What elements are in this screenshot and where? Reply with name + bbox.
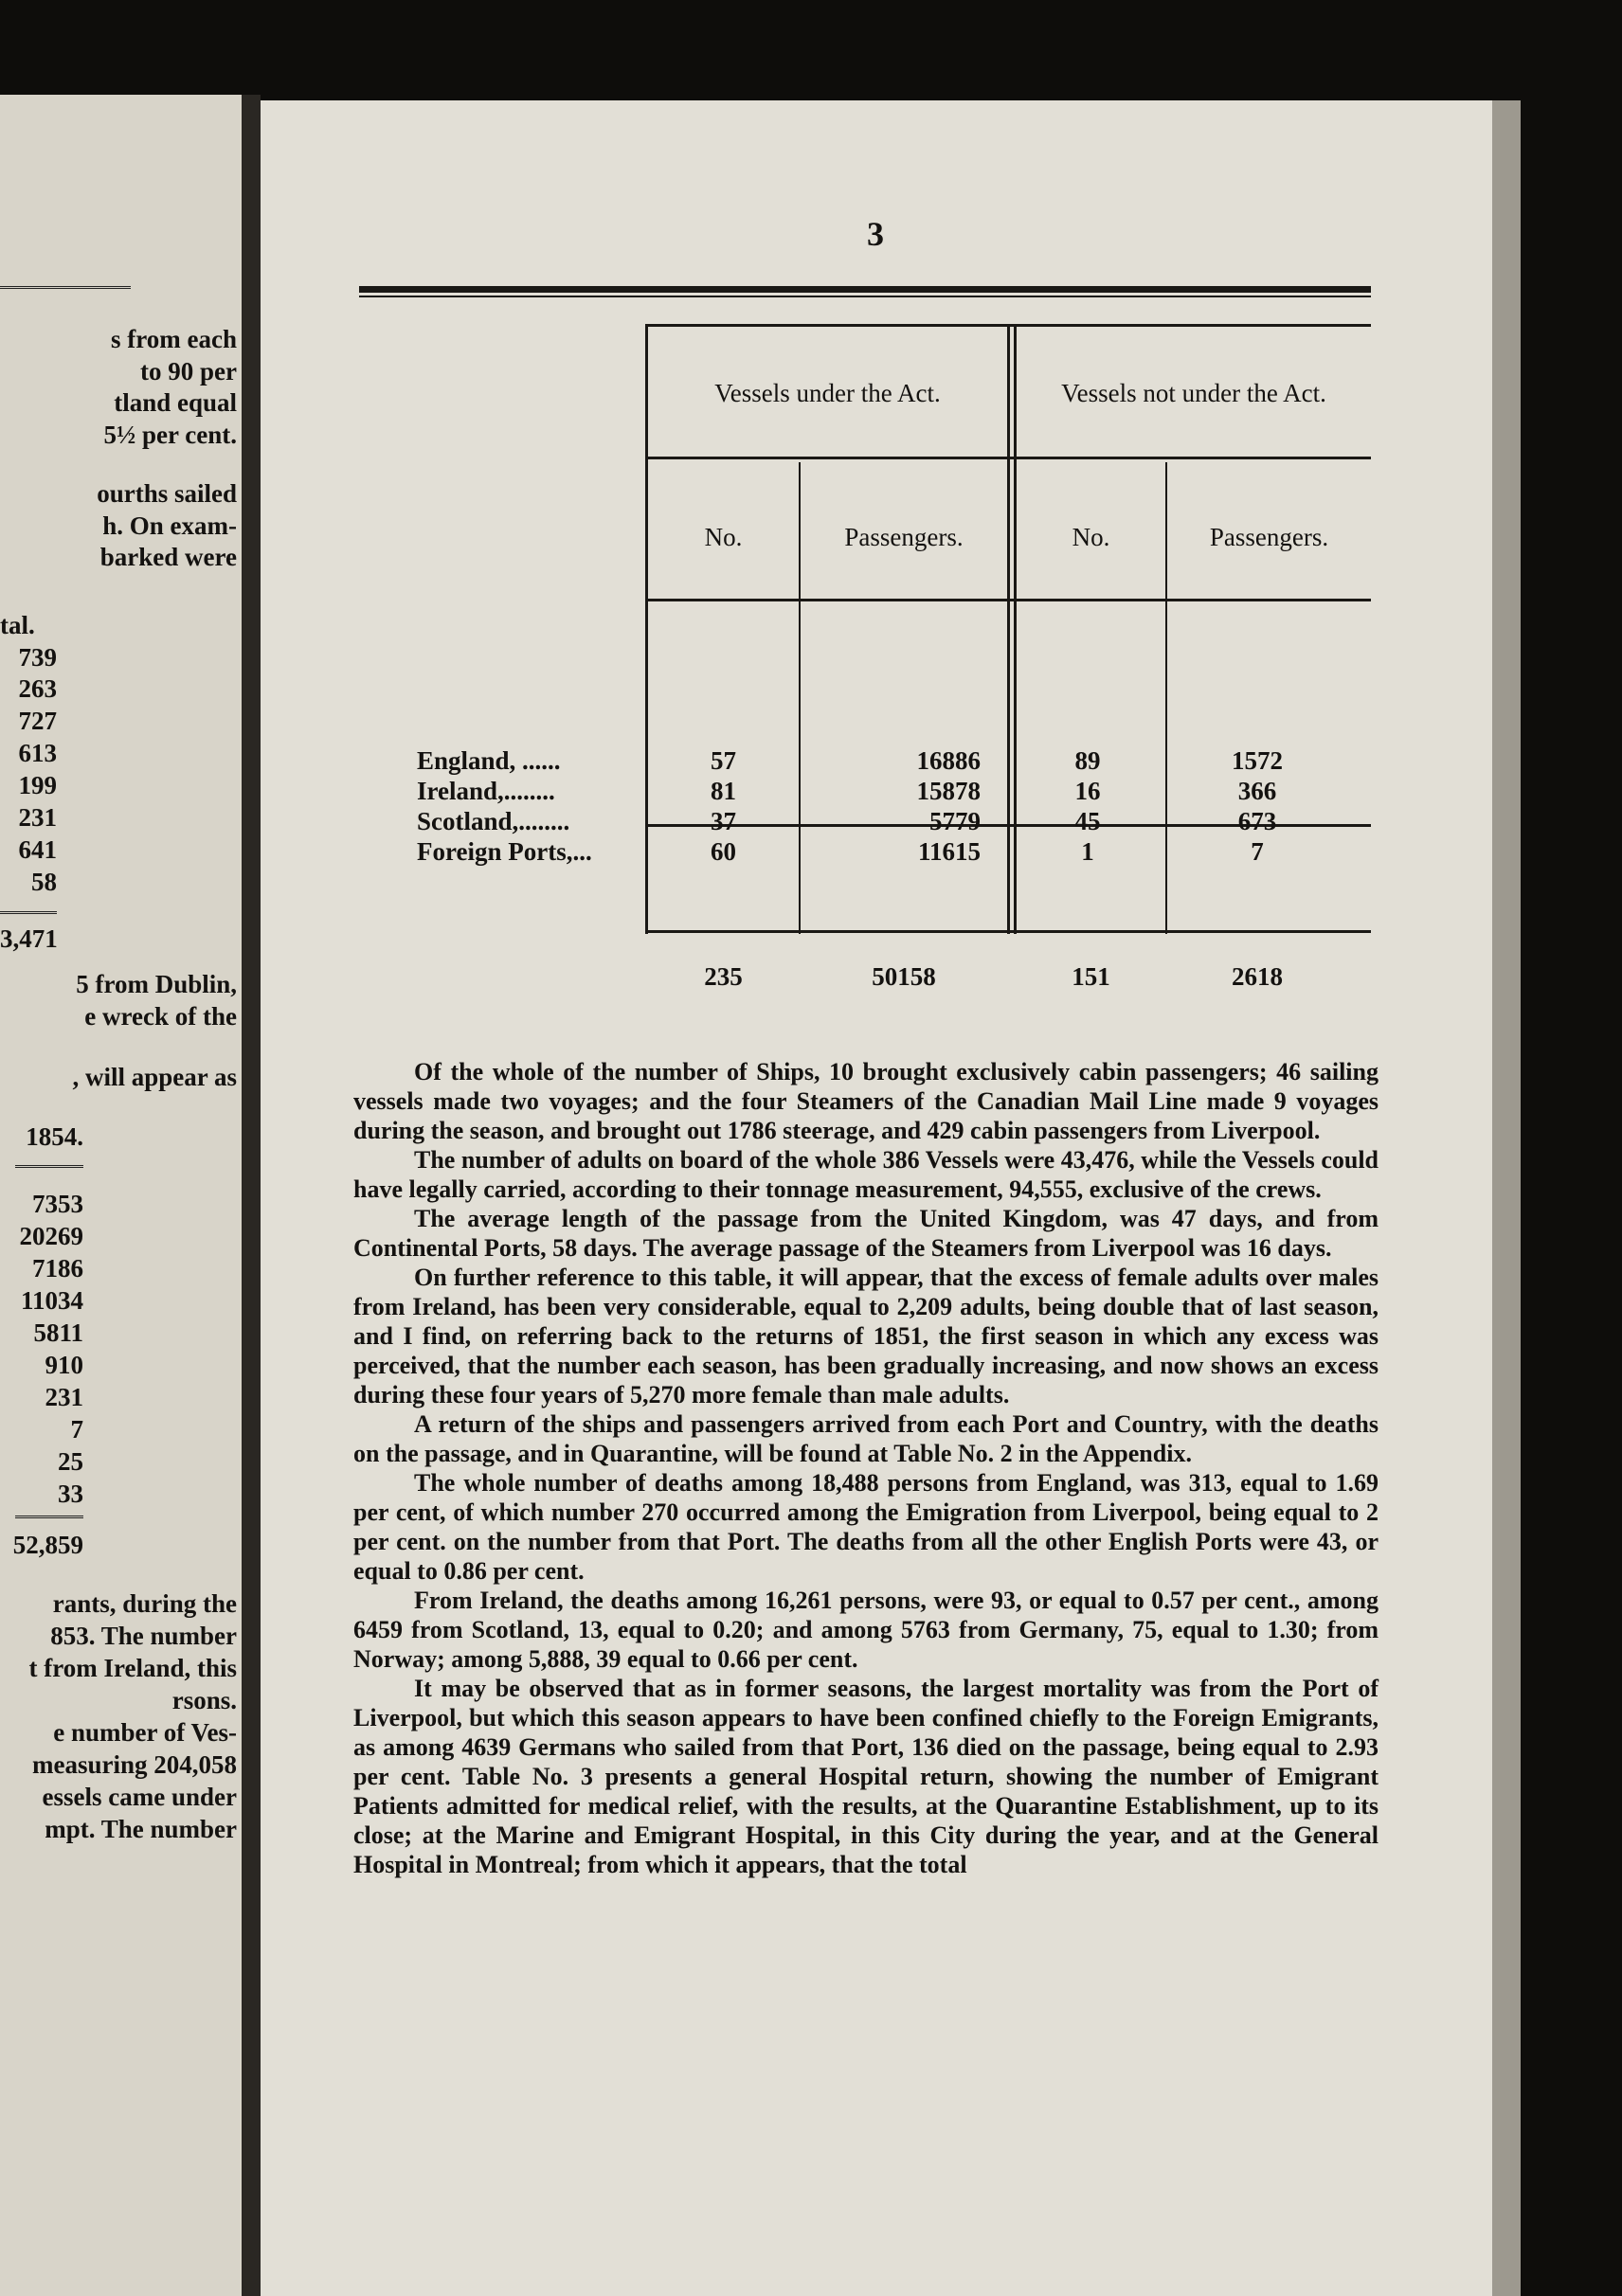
left-number-total: 3,471 [0, 924, 58, 953]
table-hline [645, 457, 1371, 459]
total-cell: 235 [704, 962, 743, 991]
paragraph: On further reference to this table, it will appear, that the excess of female adults over males from Ireland, has been very considerable, equal to 2,209 adults, being double that of last season, and I find, on referring back to the returns of 1851, the first season in which any excess was perceived, that the number each season, has been gradually increasing, and now shows an excess during these four years of 5,270 more female than male adults. [353, 1264, 1379, 1408]
left-text-line: rants, during the [52, 1589, 237, 1618]
left-text-line: rsons. [171, 1686, 237, 1714]
left-year-heading: 1854. [26, 1122, 83, 1151]
table-cell: 16886 [916, 746, 981, 775]
table-hline [645, 930, 1371, 933]
table-cell: 11615 [917, 837, 981, 866]
table-cell: 57 [711, 746, 736, 775]
left-number: 231 [18, 803, 57, 832]
left-page-fragment [0, 95, 242, 2296]
left-number: 7353 [32, 1190, 83, 1218]
left-text-line: measuring 204,058 [32, 1750, 237, 1779]
table-cell: 1572 [1232, 746, 1283, 775]
left-number: 25 [58, 1447, 83, 1476]
left-number: 613 [18, 739, 57, 767]
row-label: England, ...... [417, 746, 561, 775]
header-rule-thin [359, 296, 1371, 297]
subheader-passengers: Passengers. [1209, 523, 1329, 551]
left-number: 727 [18, 707, 57, 735]
paragraph: The average length of the passage from the United Kingdom, was 47 days, and from Continental Ports, 58 days. The average passage of the Steamers from Liverpool was 16 days. [353, 1205, 1379, 1262]
total-cell: 50158 [872, 962, 936, 991]
left-number: 33 [58, 1480, 83, 1508]
left-sum-rule [15, 1165, 83, 1168]
left-text-line: h. On exam- [102, 511, 237, 540]
left-divider [0, 286, 131, 289]
main-page [261, 100, 1492, 2296]
left-number: 20269 [19, 1222, 83, 1250]
body-text [353, 1057, 1379, 1879]
table-cell: 37 [711, 807, 736, 835]
left-text-line: essels came under [42, 1783, 237, 1811]
left-text-line: tal. [0, 611, 35, 639]
table-cell: 7 [1251, 837, 1264, 866]
table-hline [645, 324, 1371, 327]
table-cell: 1 [1081, 837, 1094, 866]
left-number: 739 [18, 643, 57, 672]
left-number: 231 [45, 1383, 83, 1411]
row-label: Scotland,........ [417, 807, 570, 835]
left-number: 11034 [20, 1286, 83, 1315]
table-cell: 16 [1074, 777, 1101, 805]
subheader-no: No. [704, 523, 743, 551]
left-number-total: 52,859 [12, 1531, 83, 1559]
header-rule [359, 286, 1371, 293]
row-label: Ireland,........ [417, 777, 555, 805]
left-number: 199 [18, 771, 57, 799]
left-number: 7186 [32, 1254, 83, 1283]
left-number: 58 [31, 868, 57, 896]
left-text-line: t from Ireland, this [28, 1654, 237, 1682]
left-text-line: mpt. The number [45, 1815, 237, 1843]
table-vline [1007, 324, 1010, 934]
left-number: 641 [18, 835, 57, 864]
subheader-no: No. [1072, 523, 1110, 551]
table-cell: 5779 [929, 807, 981, 835]
left-sum-rule [15, 1516, 83, 1518]
paragraph: From Ireland, the deaths among 16,261 persons, were 93, or equal to 0.57 per cent., among 6459 from Scotland, 13, equal to 0.20; and among 5763 from Germany, 75, equal to 1.30; from Norway; among 5,888, 39 equal to 0.66 per cent. [353, 1587, 1379, 1673]
paragraph: Of the whole of the number of Ships, 10 brought exclusively cabin passengers; 46 sailing vessels made two voyages; and the four Steamers of the Canadian Mail Line made 9 voyages during the season, and brought out 1786 steerage, and 429 cabin passengers from Liverpool. [353, 1058, 1379, 1144]
left-number: 5811 [33, 1318, 83, 1347]
subheader-passengers: Passengers. [844, 523, 964, 551]
left-text-line: e number of Ves- [53, 1718, 237, 1747]
left-text-line: 5 from Dublin, [76, 970, 237, 998]
table-hline [645, 599, 1371, 601]
total-cell: 2618 [1232, 962, 1283, 991]
paragraph: The number of adults on board of the whole 386 Vessels were 43,476, while the Vessels could have legally carried, according to their tonnage measurement, 94,555, exclusive of the crews. [353, 1146, 1379, 1203]
left-text-line: tland equal [114, 388, 237, 417]
table-cell: 673 [1237, 807, 1277, 835]
total-cell: 151 [1072, 962, 1110, 991]
left-text-line: , will appear as [72, 1063, 237, 1091]
left-text-line: e wreck of the [84, 1002, 237, 1031]
header-vessels-under-act: Vessels under the Act. [714, 379, 941, 407]
left-text-line: 5½ per cent. [103, 421, 237, 449]
table-cell: 60 [711, 837, 736, 866]
left-text-line: 853. The number [50, 1622, 237, 1650]
table-cell: 366 [1237, 777, 1277, 805]
left-text-line: ourths sailed [97, 479, 237, 508]
left-text-line: barked were [99, 543, 237, 571]
page-number: 3 [867, 215, 884, 253]
table-cell: 45 [1074, 807, 1101, 835]
left-number: 910 [45, 1351, 83, 1379]
paragraph: The whole number of deaths among 18,488 persons from England, was 313, equal to 1.69 per cent, of which number 270 occurred among the Emigration from Liverpool, being equal to 2 per cent. on the number from that Port. The deaths from all the other English Ports were 43, or equal to 0.86 per cent. [353, 1469, 1379, 1585]
header-vessels-not-under-act: Vessels not under the Act. [1061, 379, 1326, 407]
left-number: 7 [70, 1415, 83, 1444]
table-cell: 89 [1074, 746, 1101, 775]
left-text-line: s from each [111, 325, 237, 353]
left-number: 263 [18, 674, 57, 703]
left-text-line: to 90 per [140, 357, 237, 386]
paragraph: It may be observed that as in former seasons, the largest mortality was from the Port of Liverpool, but which this season appears to have been confined chiefly to the Foreign Emigrants, as among 4639 Germans who sailed from that Port, 136 died on the passage, being equal to 2.93 per cent. Table No. 3 presents a general Hospital return, showing the number of Emigrant Patients admitted for medical relief, with the results, at the Quarantine Establishment, up to its close; at the Marine and Emigrant Hospital, in this City during the year, and at the General Hospital in Montreal; from which it appears, that the total [353, 1675, 1379, 1878]
left-sum-rule [0, 911, 57, 914]
table-cell: 15878 [916, 777, 981, 805]
table-cell: 81 [711, 777, 736, 805]
book-gutter [242, 95, 261, 2296]
page-edge [1492, 100, 1521, 2296]
paragraph: A return of the ships and passengers arrived from each Port and Country, with the deaths on the passage, and in Quarantine, will be found at Table No. 2 in the Appendix. [353, 1410, 1379, 1467]
row-label: Foreign Ports,... [417, 837, 592, 866]
